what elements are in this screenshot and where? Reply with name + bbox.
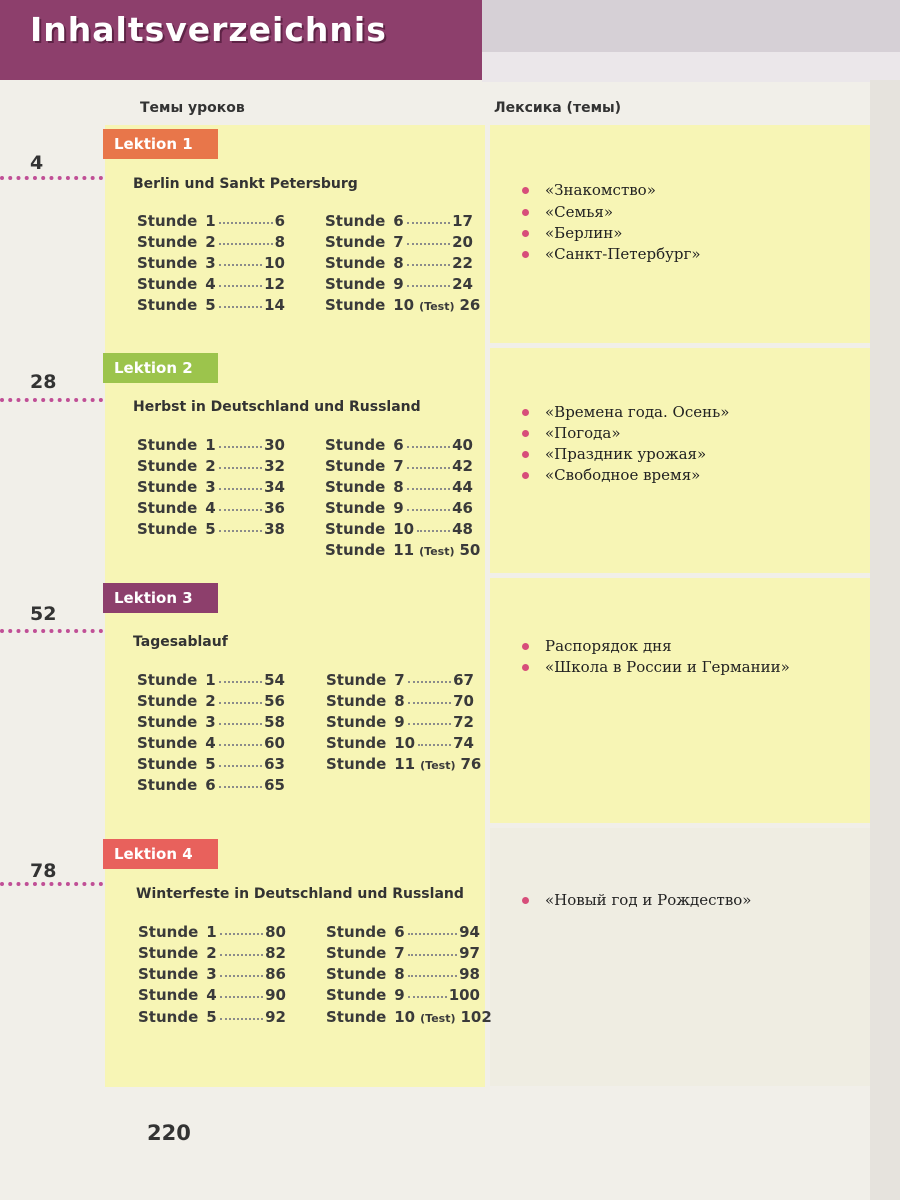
stunde-entry[interactable]: [137, 233, 285, 251]
dot-leader: [219, 723, 262, 725]
stunde-number: 2: [206, 944, 217, 962]
vocab-label: «Знакомство»: [545, 181, 656, 199]
vocab-item: [522, 424, 621, 442]
stunde-number: 3: [206, 965, 217, 983]
stunde-number: 5: [205, 296, 216, 314]
stunde-page: 46: [452, 499, 473, 517]
vocab-label: «Санкт-Петербург»: [545, 245, 701, 263]
stunde-page: 12: [264, 275, 285, 293]
stunde-number: 5: [205, 755, 216, 773]
stunde-page: 97: [459, 944, 480, 962]
stunde-label: Stunde: [137, 296, 198, 314]
stunde-entry[interactable]: [137, 776, 285, 794]
stunde-page: 36: [264, 499, 285, 517]
stunde-page: 63: [264, 755, 285, 773]
dot-leader: [418, 744, 451, 746]
stunde-number: 7: [394, 944, 405, 962]
stunde-number: 9: [394, 986, 405, 1004]
stunde-entry[interactable]: [137, 457, 285, 475]
stunde-number: 6: [393, 436, 404, 454]
stunde-number: 6: [205, 776, 216, 794]
page-edge-shade: [870, 80, 900, 1200]
stunde-entry[interactable]: [137, 755, 285, 773]
stunde-page: 60: [264, 734, 285, 752]
stunde-page: 54: [264, 671, 285, 689]
vocab-item: [522, 203, 613, 221]
dot-leader: [219, 285, 262, 287]
stunde-entry[interactable]: [137, 254, 285, 272]
stunde-page: 10: [264, 254, 285, 272]
stunde-number: 7: [394, 671, 405, 689]
stunde-page: 44: [452, 478, 473, 496]
stunde-entry[interactable]: [325, 520, 473, 538]
stunde-page: 30: [264, 436, 285, 454]
stunde-label: Stunde: [138, 965, 199, 983]
stunde-entry[interactable]: [138, 965, 286, 983]
stunde-label: Stunde: [326, 1008, 387, 1026]
stunde-number: 4: [205, 499, 216, 517]
stunde-number: 6: [393, 212, 404, 230]
stunde-label: Stunde: [325, 436, 386, 454]
stunde-page: 22: [452, 254, 473, 272]
page-title: Inhaltsverzeichnis: [30, 10, 387, 49]
dot-leader: [219, 530, 262, 532]
stunde-entry[interactable]: [326, 944, 480, 962]
stunde-label: Stunde: [137, 734, 198, 752]
dot-leader: [219, 509, 262, 511]
stunde-page: 90: [265, 986, 286, 1004]
stunde-label: Stunde: [325, 296, 386, 314]
stunde-label: Stunde: [325, 275, 386, 293]
stunde-number: 2: [205, 233, 216, 251]
stunde-label: Stunde: [326, 734, 387, 752]
vocab-label: «Праздник урожая»: [545, 445, 707, 463]
stunde-number: 6: [394, 923, 405, 941]
stunde-label: Stunde: [138, 923, 199, 941]
stunde-page: 100: [448, 986, 480, 1004]
stunde-page: 56: [264, 692, 285, 710]
lesson-theme-2: Herbst in Deutschland und Russland: [133, 399, 421, 415]
stunde-entry[interactable]: [325, 541, 481, 559]
dot-leader: [407, 488, 450, 490]
stunde-label: Stunde: [138, 986, 199, 1004]
stunde-label: Stunde: [326, 965, 387, 983]
stunde-number: 9: [394, 713, 405, 731]
vocab-label: «Семья»: [545, 203, 614, 221]
stunde-label: Stunde: [137, 457, 198, 475]
stunde-page: 80: [265, 923, 286, 941]
lesson-theme-1: Berlin und Sankt Petersburg: [133, 176, 358, 192]
stunde-label: Stunde: [326, 755, 387, 773]
dot-leader: [220, 954, 263, 956]
stunde-number: 7: [393, 457, 404, 475]
lesson-start-page-1: 4: [30, 152, 44, 174]
test-marker: (Test): [420, 1012, 456, 1025]
stunde-number: 10: [393, 296, 415, 314]
stunde-entry[interactable]: [137, 212, 285, 230]
stunde-entry[interactable]: [326, 671, 474, 689]
stunde-entry[interactable]: [326, 1008, 492, 1026]
stunde-page: 42: [452, 457, 473, 475]
stunde-page: 48: [452, 520, 473, 538]
dot-leader: [407, 509, 450, 511]
stunde-number: 4: [206, 986, 217, 1004]
vocab-label: «Школа в России и Германии»: [545, 658, 790, 676]
dot-leader: [220, 1018, 263, 1020]
stunde-label: Stunde: [137, 520, 198, 538]
stunde-page: 20: [452, 233, 473, 251]
stunde-page: 6: [274, 212, 285, 230]
stunde-entry[interactable]: [325, 499, 473, 517]
stunde-page: 65: [264, 776, 285, 794]
test-marker: (Test): [420, 759, 456, 772]
stunde-page: 34: [264, 478, 285, 496]
stunde-label: Stunde: [326, 986, 387, 1004]
lesson-tag-2[interactable]: Lektion 2: [103, 353, 218, 383]
vocab-label: «Времена года. Осень»: [545, 403, 730, 421]
vocab-label: «Свободное время»: [545, 466, 701, 484]
stunde-page: 14: [264, 296, 285, 314]
stunde-label: Stunde: [325, 254, 386, 272]
stunde-number: 8: [393, 478, 404, 496]
stunde-page: 72: [453, 713, 474, 731]
stunde-page: 50: [459, 541, 481, 559]
dot-leader: [408, 954, 457, 956]
stunde-number: 8: [394, 692, 405, 710]
stunde-label: Stunde: [137, 233, 198, 251]
dot-leader: [407, 446, 450, 448]
stunde-page: 70: [453, 692, 474, 710]
stunde-label: Stunde: [325, 541, 386, 559]
lesson-tag-4[interactable]: Lektion 4: [103, 839, 218, 869]
dot-leader: [219, 446, 262, 448]
stunde-entry[interactable]: [137, 734, 285, 752]
test-marker: (Test): [419, 300, 455, 313]
stunde-number: 10: [394, 734, 416, 752]
header-band: [0, 0, 482, 80]
stunde-label: Stunde: [138, 944, 199, 962]
stunde-entry[interactable]: [325, 275, 473, 293]
header-right-band: [482, 0, 900, 52]
vocab-label: Распорядок дня: [545, 637, 672, 655]
dot-leader: [417, 530, 450, 532]
stunde-entry[interactable]: [325, 457, 473, 475]
dotted-leader-3: [0, 629, 103, 633]
stunde-entry[interactable]: [137, 275, 285, 293]
lesson-theme-4: Winterfeste in Deutschland und Russland: [136, 886, 464, 902]
dot-leader: [219, 765, 262, 767]
stunde-entry[interactable]: [326, 923, 480, 941]
dot-leader: [407, 264, 450, 266]
stunde-entry[interactable]: [326, 965, 480, 983]
dot-leader: [407, 285, 450, 287]
lesson-tag-3[interactable]: Lektion 3: [103, 583, 218, 613]
stunde-entry[interactable]: [325, 296, 481, 314]
stunde-label: Stunde: [325, 457, 386, 475]
stunde-label: Stunde: [137, 776, 198, 794]
stunde-label: Stunde: [326, 692, 387, 710]
vocab-label: «Новый год и Рождество»: [545, 891, 752, 909]
stunde-label: Stunde: [137, 755, 198, 773]
dot-leader: [220, 933, 263, 935]
stunde-page: 58: [264, 713, 285, 731]
header-right-strip: [482, 52, 900, 82]
stunde-number: 5: [206, 1008, 217, 1026]
stunde-page: 26: [459, 296, 481, 314]
stunde-entry[interactable]: [326, 692, 474, 710]
stunde-page: 94: [459, 923, 480, 941]
stunde-page: 38: [264, 520, 285, 538]
bullet-icon: [522, 409, 529, 416]
stunde-label: Stunde: [325, 233, 386, 251]
dotted-leader-1: [0, 176, 103, 180]
dot-leader: [220, 975, 263, 977]
stunde-page: 92: [265, 1008, 286, 1026]
stunde-label: Stunde: [137, 499, 198, 517]
stunde-page: 86: [265, 965, 286, 983]
lesson-tag-1[interactable]: Lektion 1: [103, 129, 218, 159]
stunde-page: 8: [274, 233, 285, 251]
vocab-item: [522, 445, 706, 463]
bullet-icon: [522, 230, 529, 237]
stunde-number: 9: [393, 275, 404, 293]
dotted-leader-2: [0, 398, 103, 402]
dot-leader: [408, 723, 451, 725]
stunde-number: 10: [394, 1008, 416, 1026]
stunde-label: Stunde: [325, 478, 386, 496]
dot-leader: [408, 933, 457, 935]
stunde-number: 1: [205, 436, 216, 454]
stunde-entry[interactable]: [325, 254, 473, 272]
lesson-start-page-3: 52: [30, 603, 57, 625]
stunde-entry[interactable]: [138, 986, 286, 1004]
vocab-panel-4: [490, 828, 870, 1086]
stunde-page: 24: [452, 275, 473, 293]
stunde-label: Stunde: [137, 275, 198, 293]
stunde-label: Stunde: [325, 499, 386, 517]
column-header-topics: Темы уроков: [140, 100, 245, 116]
stunde-number: 3: [205, 713, 216, 731]
stunde-page: 17: [452, 212, 473, 230]
dot-leader: [407, 222, 450, 224]
stunde-entry[interactable]: [137, 436, 285, 454]
stunde-entry[interactable]: [137, 499, 285, 517]
bullet-icon: [522, 897, 529, 904]
bullet-icon: [522, 664, 529, 671]
stunde-label: Stunde: [137, 436, 198, 454]
stunde-entry[interactable]: [326, 713, 474, 731]
bullet-icon: [522, 430, 529, 437]
stunde-entry[interactable]: [325, 212, 473, 230]
stunde-label: Stunde: [137, 212, 198, 230]
stunde-page: 40: [452, 436, 473, 454]
column-header-vocabulary: Лексика (темы): [494, 100, 622, 116]
bullet-icon: [522, 251, 529, 258]
page-number: 220: [147, 1121, 191, 1145]
stunde-page: 76: [460, 755, 482, 773]
stunde-label: Stunde: [326, 671, 387, 689]
stunde-entry[interactable]: [137, 713, 285, 731]
dot-leader: [407, 243, 450, 245]
stunde-page: 82: [265, 944, 286, 962]
dot-leader: [219, 744, 262, 746]
stunde-entry[interactable]: [326, 755, 482, 773]
dot-leader: [408, 975, 457, 977]
stunde-entry[interactable]: [137, 671, 285, 689]
stunde-page: 98: [459, 965, 480, 983]
stunde-entry[interactable]: [326, 734, 474, 752]
dot-leader: [219, 786, 262, 788]
vocab-item: [522, 658, 790, 676]
stunde-label: Stunde: [137, 254, 198, 272]
stunde-label: Stunde: [326, 713, 387, 731]
bullet-icon: [522, 643, 529, 650]
lesson-theme-3: Tagesablauf: [133, 634, 228, 650]
stunde-label: Stunde: [138, 1008, 199, 1026]
dot-leader: [220, 996, 263, 998]
stunde-entry[interactable]: [137, 296, 285, 314]
stunde-entry[interactable]: [138, 944, 286, 962]
bullet-icon: [522, 187, 529, 194]
stunde-number: 8: [394, 965, 405, 983]
stunde-number: 2: [205, 692, 216, 710]
dot-leader: [408, 996, 447, 998]
bullet-icon: [522, 472, 529, 479]
test-marker: (Test): [419, 545, 455, 558]
stunde-number: 3: [205, 478, 216, 496]
stunde-number: 11: [393, 541, 415, 559]
vocab-item: [522, 637, 672, 655]
stunde-entry[interactable]: [138, 1008, 286, 1026]
vocab-item: [522, 181, 656, 199]
stunde-number: 3: [205, 254, 216, 272]
dot-leader: [219, 222, 273, 224]
stunde-number: 1: [206, 923, 217, 941]
stunde-number: 1: [205, 212, 216, 230]
stunde-number: 10: [393, 520, 415, 538]
stunde-entry[interactable]: [137, 478, 285, 496]
dotted-leader-4: [0, 882, 103, 886]
dot-leader: [408, 702, 451, 704]
stunde-number: 7: [393, 233, 404, 251]
stunde-entry[interactable]: [325, 233, 473, 251]
stunde-page: 74: [453, 734, 474, 752]
stunde-label: Stunde: [325, 520, 386, 538]
vocab-label: «Погода»: [545, 424, 621, 442]
stunde-page: 67: [453, 671, 474, 689]
dot-leader: [219, 243, 273, 245]
vocab-item: [522, 891, 751, 909]
stunde-label: Stunde: [326, 944, 387, 962]
dot-leader: [219, 488, 262, 490]
stunde-entry[interactable]: [325, 436, 473, 454]
vocab-panel-3: [490, 578, 870, 823]
stunde-label: Stunde: [137, 713, 198, 731]
lesson-start-page-2: 28: [30, 371, 57, 393]
stunde-number: 1: [205, 671, 216, 689]
stunde-entry[interactable]: [325, 478, 473, 496]
dot-leader: [219, 306, 262, 308]
stunde-label: Stunde: [325, 212, 386, 230]
stunde-label: Stunde: [137, 671, 198, 689]
stunde-page: 102: [460, 1008, 492, 1026]
stunde-label: Stunde: [137, 692, 198, 710]
stunde-entry[interactable]: [137, 520, 285, 538]
vocab-item: [522, 245, 701, 263]
lesson-start-page-4: 78: [30, 860, 57, 882]
vocab-item: [522, 466, 700, 484]
stunde-label: Stunde: [326, 923, 387, 941]
dot-leader: [407, 467, 450, 469]
stunde-label: Stunde: [137, 478, 198, 496]
bullet-icon: [522, 451, 529, 458]
dot-leader: [219, 702, 262, 704]
stunde-entry[interactable]: [137, 692, 285, 710]
vocab-item: [522, 403, 729, 421]
dot-leader: [219, 467, 262, 469]
stunde-number: 5: [205, 520, 216, 538]
stunde-number: 4: [205, 275, 216, 293]
stunde-number: 8: [393, 254, 404, 272]
stunde-page: 32: [264, 457, 285, 475]
stunde-entry[interactable]: [326, 986, 480, 1004]
bullet-icon: [522, 209, 529, 216]
stunde-number: 2: [205, 457, 216, 475]
dot-leader: [408, 681, 451, 683]
stunde-number: 9: [393, 499, 404, 517]
dot-leader: [219, 681, 262, 683]
stunde-number: 4: [205, 734, 216, 752]
vocab-item: [522, 224, 622, 242]
stunde-number: 11: [394, 755, 416, 773]
vocab-label: «Берлин»: [545, 224, 623, 242]
stunde-entry[interactable]: [138, 923, 286, 941]
dot-leader: [219, 264, 262, 266]
